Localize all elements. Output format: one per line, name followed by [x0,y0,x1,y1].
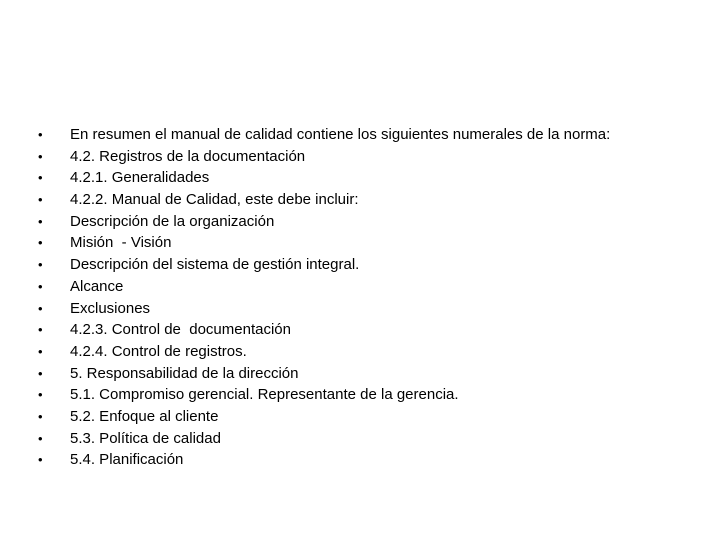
list-item-text: 4.2.2. Manual de Calidad, este debe incluir: [70,191,359,209]
list-item-text: Descripción del sistema de gestión integral. [70,256,360,274]
bullet-icon: • [38,408,43,424]
list-item-text: 5.3. Política de calidad [70,429,221,447]
list-item [38,406,698,428]
bullet-icon: • [38,170,43,186]
list-item-text: Exclusiones [70,299,151,317]
bullet-icon: • [38,127,43,142]
bullet-icon: • [38,430,43,446]
list-item-text: Alcance [70,277,124,295]
list-item-text: 4.2. Registros de la documentación [70,147,306,165]
bullet-icon: • [38,278,43,294]
list-item [38,341,698,363]
bullet-list [38,124,698,471]
list-item [38,124,698,146]
list-item [38,276,698,298]
list-item-text: 4.2.1. Generalidades [70,169,210,187]
bullet-icon: • [38,452,43,468]
list-item-text: Descripción de la organización [70,212,275,230]
list-item [38,298,698,320]
bullet-icon: • [38,148,43,164]
bullet-icon: • [38,300,43,316]
list-item-text: Misión - Visión [70,234,172,252]
bullet-icon: • [38,213,43,229]
list-item [38,232,698,254]
list-item-text: 4.2.4. Control de registros. [70,342,247,360]
bullet-icon: • [38,387,43,403]
list-item [38,363,698,385]
list-item [38,254,698,276]
list-item [38,384,698,406]
list-item [38,189,698,211]
list-item-text: 5.1. Compromiso gerencial. Representante de la gerencia. [70,386,459,404]
list-item-text: 5.2. Enfoque al cliente [70,407,219,425]
bullet-icon: • [38,235,43,251]
list-item [38,211,698,233]
list-item [38,146,698,168]
bullet-icon: • [38,192,43,208]
list-item [38,449,698,471]
list-item [38,167,698,189]
list-item-text: 4.2.3. Control de documentación [70,321,291,339]
bullet-icon: • [38,322,43,338]
list-item-text: En resumen el manual de calidad contiene los siguientes numerales de la norma: [70,126,611,143]
list-item [38,428,698,450]
bullet-icon: • [38,343,43,359]
list-item [38,319,698,341]
list-item-text: 5. Responsabilidad de la dirección [70,364,299,382]
bullet-icon: • [38,257,43,273]
bullet-icon: • [38,365,43,381]
list-item-text: 5.4. Planificación [70,451,184,469]
